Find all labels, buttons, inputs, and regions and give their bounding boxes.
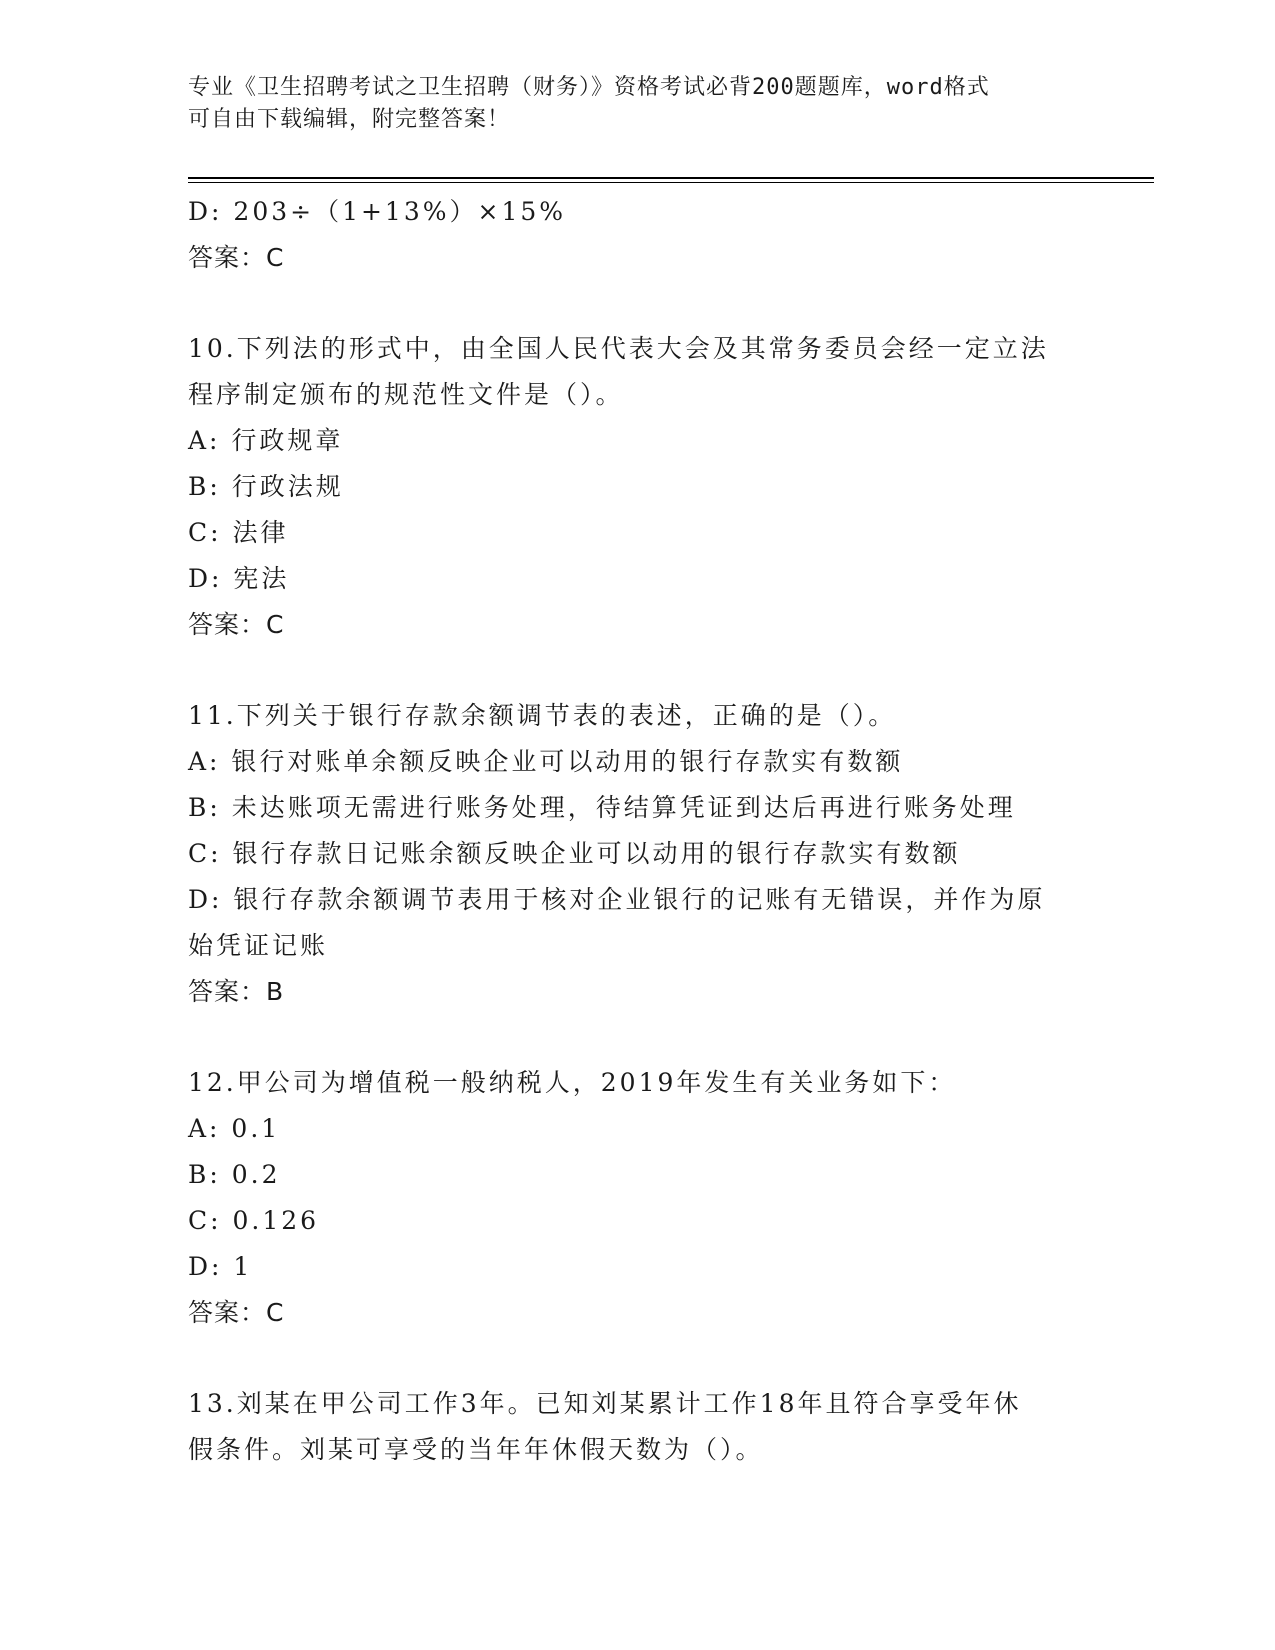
- answer-label: 答案：B: [188, 977, 285, 1006]
- question-10: [188, 326, 1088, 648]
- option-d: D: 银行存款余额调节表用于核对企业银行的记账有无错误，并作为原: [188, 885, 1046, 914]
- option-d: D: 宪法: [188, 564, 290, 593]
- question-11: [188, 693, 1088, 1015]
- option-a: A: 银行对账单余额反映企业可以动用的银行存款实有数额: [188, 747, 904, 776]
- option-a: A: 行政规章: [188, 426, 344, 455]
- question-stem: 12.甲公司为增值税一般纳税人，2019年发生有关业务如下：: [188, 1068, 957, 1097]
- question-stem-continued: 假条件。刘某可享受的当年年休假天数为（）。: [188, 1435, 764, 1464]
- option-a: A: 0.1: [188, 1114, 281, 1143]
- question-stem: 11.下列关于银行存款余额调节表的表述，正确的是（）。: [188, 701, 897, 730]
- header-title-line-2: 可自由下载编辑，附完整答案！: [188, 107, 511, 132]
- option-b: B: 行政法规: [188, 472, 344, 501]
- question-stem: 10.下列法的形式中，由全国人民代表大会及其常务委员会经一定立法: [188, 334, 1049, 363]
- option-c: C: 银行存款日记账余额反映企业可以动用的银行存款实有数额: [188, 839, 961, 868]
- answer-label: 答案：C: [188, 610, 285, 639]
- previous-question-tail: [188, 189, 1088, 281]
- header-divider-thick: [188, 177, 1154, 179]
- option-b: B: 0.2: [188, 1160, 281, 1189]
- answer-label: 答案：C: [188, 243, 285, 272]
- header-divider-thin: [188, 182, 1154, 183]
- option-c: C: 0.126: [188, 1206, 320, 1235]
- option-d-continued: 始凭证记账: [188, 931, 329, 960]
- option-c: C: 法律: [188, 518, 289, 547]
- document-header: [188, 72, 1068, 136]
- option-d: D: 1: [188, 1252, 253, 1281]
- question-list: [188, 189, 1088, 1473]
- question-stem: 13.刘某在甲公司工作3年。已知刘某累计工作18年且符合享受年休: [188, 1389, 1022, 1418]
- answer-label: 答案：C: [188, 1298, 285, 1327]
- question-stem-continued: 程序制定颁布的规范性文件是（）。: [188, 380, 624, 409]
- option-b: B: 未达账项无需进行账务处理，待结算凭证到达后再进行账务处理: [188, 793, 1016, 822]
- header-title-line-1: 专业《卫生招聘考试之卫生招聘（财务）》资格考试必背200题题库，word格式: [188, 75, 990, 100]
- question-12: [188, 1060, 1088, 1336]
- question-13: [188, 1381, 1088, 1473]
- option-d: D: 203÷（1+13%）×15%: [188, 197, 567, 226]
